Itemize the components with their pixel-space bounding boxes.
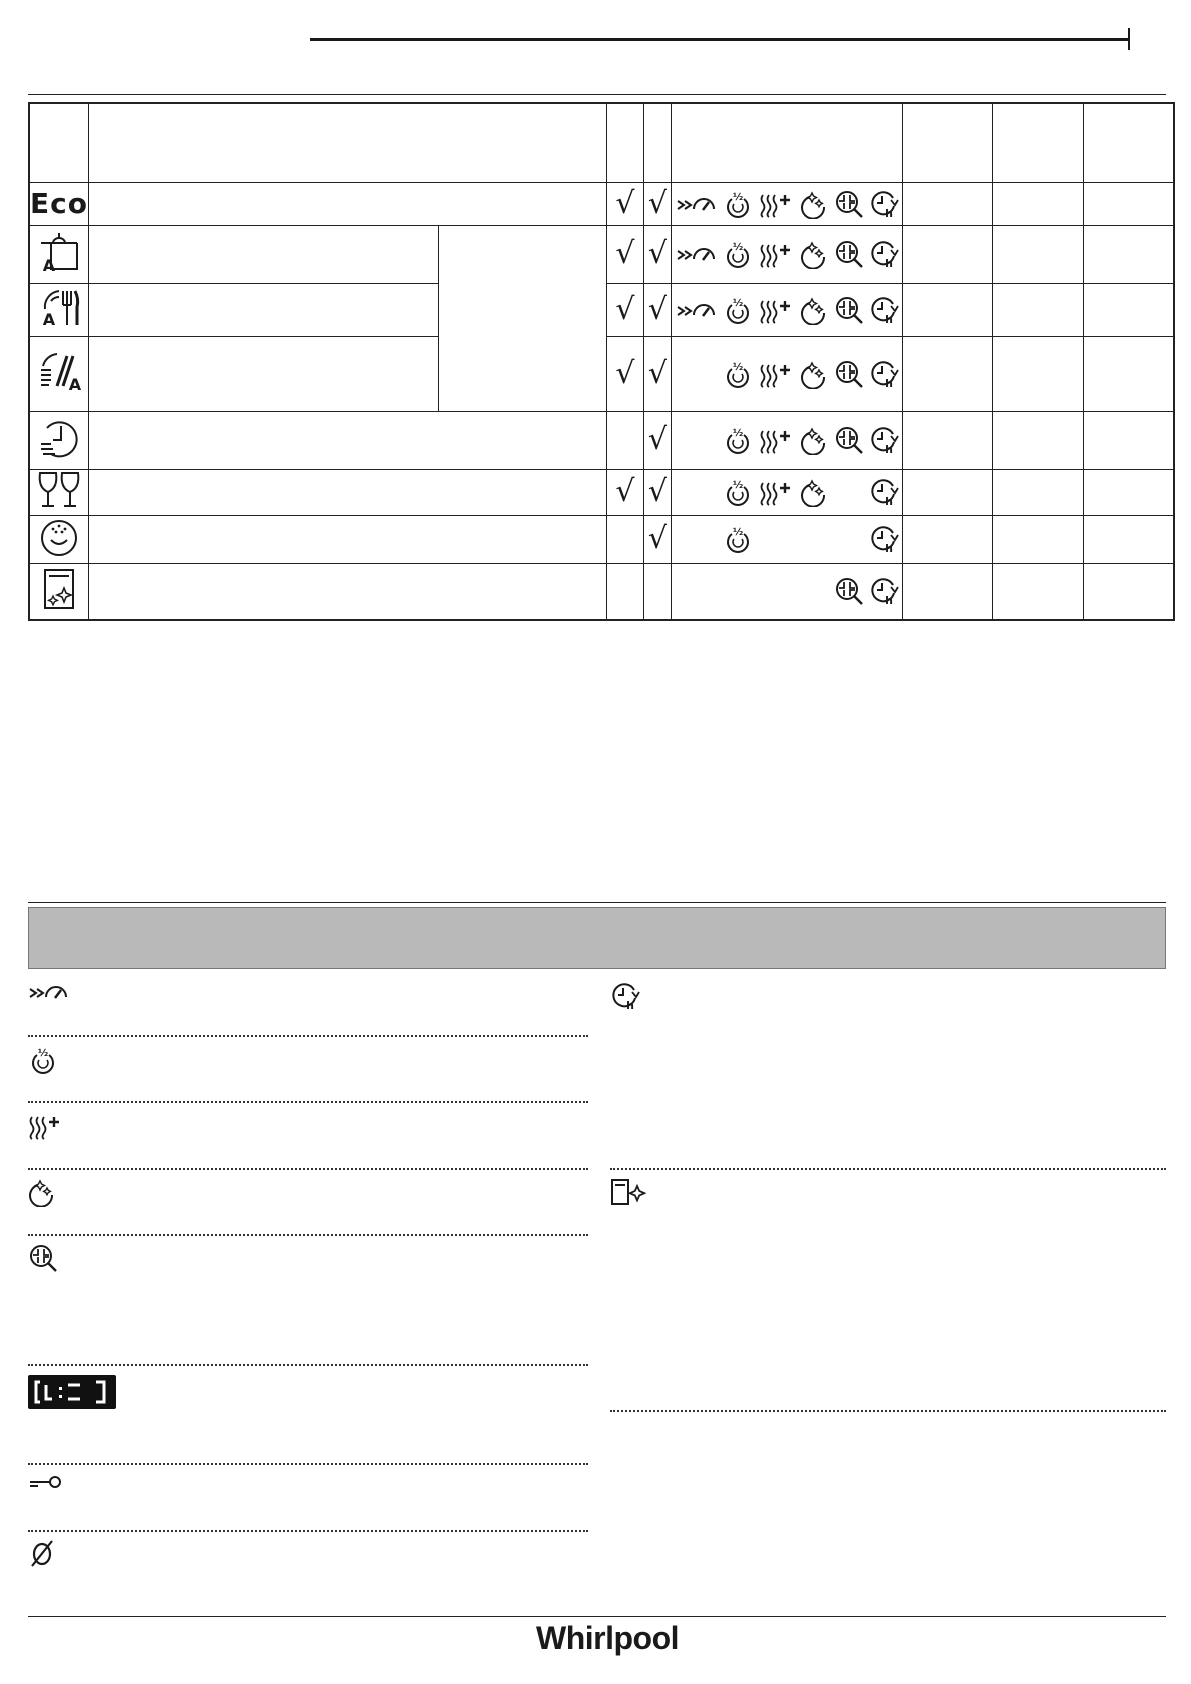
check-mark: √ (606, 182, 643, 225)
header-cell (606, 103, 643, 182)
header-rule-tick (1128, 28, 1130, 50)
delay-start-icon (869, 189, 899, 219)
table-row (29, 411, 1174, 469)
svg-text:A: A (68, 375, 81, 394)
value-cell (902, 515, 992, 563)
programme-table (28, 102, 1175, 621)
value-cell (902, 225, 992, 283)
legend-separator (28, 1364, 588, 1366)
legend-separator (28, 1035, 588, 1037)
half-load-icon (723, 295, 753, 325)
power-clean-icon (834, 239, 864, 269)
value-cell (1083, 563, 1174, 620)
sanitize-icon (800, 425, 830, 455)
header-cell (992, 103, 1083, 182)
table-row (29, 225, 1174, 283)
power-clean-icon (28, 1243, 58, 1273)
section-divider (28, 94, 1166, 95)
table-row (29, 515, 1174, 563)
key-icon (28, 1472, 64, 1492)
value-cell (1083, 411, 1174, 469)
legend-separator (610, 1168, 1166, 1170)
options-cell (671, 225, 902, 283)
glasses-icon (29, 469, 88, 515)
check-mark: √ (606, 336, 643, 411)
header-rule (310, 38, 1130, 41)
value-cell (992, 283, 1083, 336)
options-cell (671, 182, 902, 225)
programme-description (88, 515, 606, 563)
header-cell (902, 103, 992, 182)
delay-start-icon (869, 239, 899, 269)
check-mark: √ (643, 469, 671, 515)
legend-separator (28, 1463, 588, 1465)
sanitize-icon (800, 239, 830, 269)
no-rinse-aid-icon (28, 1538, 56, 1568)
check-mark: √ (643, 336, 671, 411)
half-load-icon (28, 1045, 58, 1075)
check-mark: √ (606, 469, 643, 515)
check-mark: √ (643, 182, 671, 225)
cutlery-auto-icon (29, 283, 88, 336)
header-cell (643, 103, 671, 182)
pot-auto-icon (29, 225, 88, 283)
power-clean-icon (834, 189, 864, 219)
sanitize-icon (800, 295, 830, 325)
check-mark (606, 515, 643, 563)
header-cell (88, 103, 606, 182)
footer-divider (28, 1616, 1166, 1617)
value-cell (902, 469, 992, 515)
check-mark (643, 563, 671, 620)
fast-icon (676, 239, 716, 269)
options-header-bar (28, 907, 1166, 969)
fast-icon (676, 295, 716, 325)
value-cell (992, 411, 1083, 469)
value-cell (1083, 469, 1174, 515)
table-row (29, 182, 1174, 225)
value-cell (902, 411, 992, 469)
check-mark: √ (643, 515, 671, 563)
check-mark: √ (643, 225, 671, 283)
half-load-icon (723, 477, 753, 507)
power-clean-icon (834, 576, 864, 606)
value-cell (992, 515, 1083, 563)
prewash-icon (29, 515, 88, 563)
value-cell (902, 283, 992, 336)
quick-wash-icon (29, 411, 88, 469)
table-row (29, 563, 1174, 620)
programme-description (88, 563, 606, 620)
half-load-icon (723, 524, 753, 554)
check-mark (606, 411, 643, 469)
sanitize-icon (800, 359, 830, 389)
half-load-icon (723, 239, 753, 269)
fast-icon (676, 189, 716, 219)
options-cell (671, 515, 902, 563)
value-cell (992, 225, 1083, 283)
table-row (29, 469, 1174, 515)
legend-separator (610, 1410, 1166, 1412)
sanitize-icon (28, 1177, 58, 1207)
programme-description (88, 283, 438, 336)
extra-dry-icon (759, 239, 793, 269)
delay-start-icon (869, 477, 899, 507)
delay-start-icon (610, 981, 640, 1011)
header-cell (29, 103, 88, 182)
check-mark: √ (606, 225, 643, 283)
programme-description (88, 411, 606, 469)
value-cell (902, 182, 992, 225)
svg-text:A: A (42, 310, 56, 329)
self-clean-icon (610, 1178, 646, 1208)
table-header-row (29, 103, 1174, 182)
options-cell (671, 336, 902, 411)
value-cell (1083, 182, 1174, 225)
value-cell (992, 182, 1083, 225)
check-mark: √ (643, 283, 671, 336)
programme-description (88, 182, 606, 225)
sanitize-icon (800, 189, 830, 219)
value-cell (992, 469, 1083, 515)
options-cell (671, 283, 902, 336)
section-divider (28, 902, 1166, 903)
display-icon (28, 1375, 116, 1409)
extra-dry-icon (28, 1111, 62, 1141)
sanitize-icon (800, 477, 830, 507)
power-clean-icon (834, 425, 864, 455)
options-cell (671, 469, 902, 515)
extra-dry-icon (759, 359, 793, 389)
delay-start-icon (869, 576, 899, 606)
power-clean-icon (834, 359, 864, 389)
power-clean-icon (834, 295, 864, 325)
options-cell (671, 411, 902, 469)
value-cell (902, 563, 992, 620)
value-cell (1083, 515, 1174, 563)
check-mark: √ (606, 283, 643, 336)
half-load-icon (723, 189, 753, 219)
legend-separator (28, 1101, 588, 1103)
legend-separator (28, 1168, 588, 1170)
extra-dry-icon (759, 425, 793, 455)
eco-symbol: Eco (29, 182, 88, 225)
header-cell (1083, 103, 1174, 182)
options-cell (671, 563, 902, 620)
svg-text:A: A (42, 255, 56, 275)
extra-dry-icon (759, 295, 793, 325)
extra-dry-icon (759, 477, 793, 507)
half-load-icon (723, 425, 753, 455)
value-cell (1083, 225, 1174, 283)
self-clean-icon (29, 563, 88, 620)
programme-description (88, 336, 438, 411)
delay-start-icon (869, 295, 899, 325)
extra-dry-icon (759, 189, 793, 219)
value-cell (902, 336, 992, 411)
value-cell (992, 563, 1083, 620)
value-cell (1083, 283, 1174, 336)
fast-icon (28, 977, 68, 1007)
delay-start-icon (869, 425, 899, 455)
delay-start-icon (869, 359, 899, 389)
whirlpool-logo: Whirlpool (536, 1620, 680, 1656)
programme-description (88, 469, 606, 515)
half-load-icon (723, 359, 753, 389)
value-cell (1083, 336, 1174, 411)
check-mark: √ (643, 411, 671, 469)
plates-auto-icon (29, 336, 88, 411)
legend-separator (28, 1530, 588, 1532)
header-cell (671, 103, 902, 182)
programme-description (88, 225, 438, 283)
check-mark (606, 563, 643, 620)
value-cell (992, 336, 1083, 411)
auto-programmes-note (438, 225, 606, 411)
legend-separator (28, 1234, 588, 1236)
delay-start-icon (869, 524, 899, 554)
